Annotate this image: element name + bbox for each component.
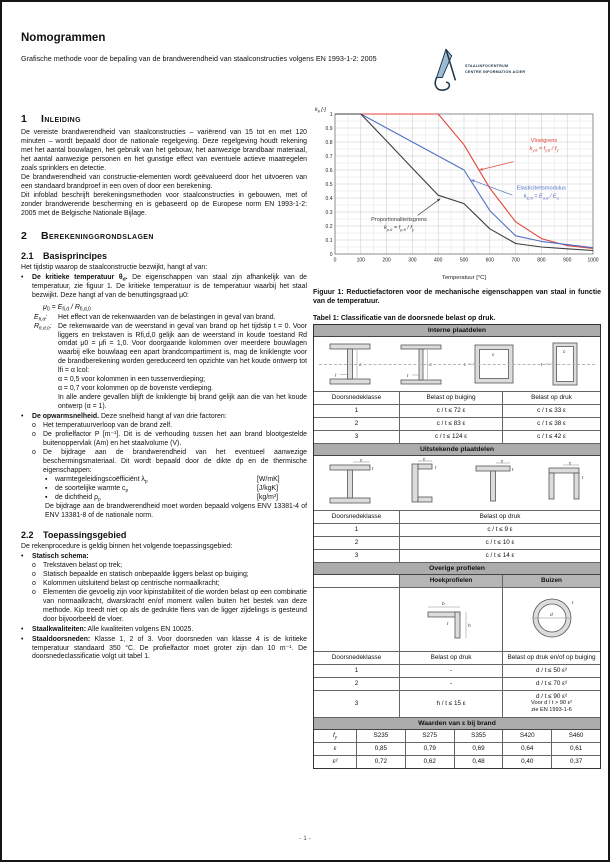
interne-diagrams-row [314,337,600,392]
intro-paragraph-2: De brandwerendheid van constructie-elementen wordt geëvalueerd door het uitvoeren van een standaard brandproef in een oven of door een berekening. [21,173,307,190]
left-column [21,102,307,662]
svg-text:c: c [563,349,566,355]
table-1 [313,324,601,769]
waarden-eps-row: ε 0,85 0,79 0,69 0,64 0,61 [314,743,600,756]
section-2-1-heading: 2.1 Basisprincipes [21,250,108,261]
svg-text:Vloeigrens: Vloeigrens [530,138,558,144]
svg-text:t: t [334,373,337,379]
band-waarden-epsilon: Waarden van ε bij brand [314,718,600,730]
svg-text:0.9: 0.9 [325,125,333,132]
definition-efid: $E_{fi,d}$: Het effect van de rekenwaarden van de belastingen in geval van brand. [34,313,276,323]
svg-text:0: 0 [333,257,337,264]
bullet-statisch-schema: • Statisch schema: [21,552,89,560]
svg-text:900: 900 [563,257,572,264]
sub-bullet-temperatuurverloop: o Het temperatuurverloop van de brand zelf. [32,422,173,430]
svg-text:100: 100 [356,257,365,264]
mu0-formula: $\mu_0 = E_{fi,d} / R_{fi,d,0}$ [43,303,91,313]
bullet-staalkwaliteiten: • Staalkwaliteiten: Alle kwaliteiten volgens EN 10025. [21,625,194,633]
channel-section-diagram [390,457,452,509]
section-2-2-heading: 2.2 Toepassingsgebied [21,529,127,540]
doc-title: Nomogrammen [21,32,106,44]
svg-text:kE,θ = Ea,θ / Ea: $k_{E,\theta} = E_{a,\theta} / E_a$ [523,193,559,201]
doc-subtitle: Grafische methode voor de bepaling van de brandwerendheid van staalconstructies volgens EN 1993-1-2: 2005 [21,54,377,63]
svg-text:kp,θ = fp,θ / fy: $k_{p,\theta} = f_{p,\theta} / f_y$ [383,225,414,232]
band-overige-profielen: Overige profielen [314,563,600,575]
svg-text:700: 700 [511,257,520,264]
overige-row-1: 1 - d / t ≤ 50 ε² [314,665,600,678]
svg-text:0.6: 0.6 [325,167,333,174]
svg-text:0.4: 0.4 [325,195,333,202]
svg-text:d: d [549,613,553,619]
sub-bullet-profielfactor: o De profielfactor P [m⁻¹]. Dit is de verhouding tussen het aan brand blootgestelde buitenoppervlak (Am) en het staalvolume (V). [32,431,307,448]
sub-bullet-bescherming: o De bijdrage aan de brandwerendheid van het eventueel aanwezige beschermingsmateriaal. Dit wordt bepaald door de dikte dp en de thermische eigenschappen: [32,449,307,475]
i-section-flange-diagram [319,457,381,509]
svg-text:c: c [491,352,495,358]
svg-text:400: 400 [434,257,443,264]
svg-text:1000: 1000 [587,257,599,264]
svg-text:t: t [541,362,543,368]
svg-text:600: 600 [485,257,494,264]
uitstekende-row-2: 2 c / t ≤ 10 ε [314,537,600,550]
logo-line1: STAALINFOCENTRUM [465,64,509,69]
bijdrage-closing: De bijdrage aan de brandwerendheid moet worden bepaald volgens ENV 13381-4 of ENV 13381-8 of de nationale norm. [45,502,307,519]
rhs-section-diagram [533,338,595,390]
svg-text:0.3: 0.3 [325,209,333,216]
waarden-grades-row: $f_y$ S235 S275 S355 S420 S460 [314,730,600,743]
bullet-opwarmsnelheid: • De opwarmsnelheid. Deze snelheid hangt af van drie factoren: [21,413,227,421]
interne-header-row: Doorsnedeklasse Belast op buiging Belast op druk [314,392,600,405]
svg-text:t: t [407,373,409,379]
svg-text:500: 500 [459,257,469,264]
svg-text:0.7: 0.7 [325,153,333,160]
alpha-line-2: α = 0,7 voor kolommen op de bovenste verdieping. [58,385,214,393]
band-interne-plaatdelen: Interne plaatdelen [314,325,600,337]
prop-dichtheid: ▪ de dichtheid $\rho_p$ [kg/m³] [45,493,279,503]
welded-i-section-diagram [390,338,452,390]
svg-text:0: 0 [329,251,333,258]
svg-text:0.5: 0.5 [325,181,333,188]
sub-bullet-trekstaven: o Trekstaven belast op trek; [32,561,123,569]
figure-1-chart [313,104,601,284]
svg-text:t: t [463,362,466,368]
t-section-diagram [462,457,524,509]
svg-text:t: t [371,466,374,472]
svg-text:b: b [442,602,445,608]
interne-row-3: 3 c / t ≤ 124 ε c / t ≤ 42 ε [314,431,600,444]
svg-text:800: 800 [537,257,546,264]
overige-diagrams-row [314,588,600,652]
section-2-heading: 2 Berekeninggrondslagen [21,229,154,242]
alpha-line-1: α = 0,5 voor kolommen in een tussenverdieping; [58,376,206,384]
svg-text:c: c [500,459,504,465]
uitstekende-header-row: Doorsnedeklasse Belast op druk [314,511,600,524]
sub-bullet-elementen: o Elementen die gevoelig zijn voor kipinstabiliteit of die worden belast op een combinatie van normaalkracht, dwarskracht en/of moment vallen buiten het bestek van deze methode. Kip treedt niet op als de gedrukte flens van de ligger zijdelings is gesteund door bijvoorbeeld de vloer. [32,588,307,623]
right-column [313,104,601,769]
svg-text:c: c [429,362,433,368]
svg-text:c: c [423,457,426,463]
overige-subheader-row: Hoekprofielen Buizen [314,575,600,588]
staalinfocentrum-logo [430,46,525,94]
svg-text:ky,θ = fy,θ / fy: $k_{y,\theta} = f_{y,\theta} / f_y$ [529,146,559,153]
svg-text:Elasticiteitsmodulus: Elasticiteitsmodulus [516,185,566,192]
svg-text:kθ [-]: $k_\theta$ [-] [315,107,326,114]
logo-line2: CENTRE INFORMATION ACIER [465,70,526,74]
box-section-diagram [462,338,524,390]
page-header [21,32,421,64]
bullet-staaldoorsneden: • Staaldoorsneden: Klasse 1, 2 of 3. Voor doorsneden van klasse 4 is de kritieke temperatuur standaard 350 °C. De profielfactor moet groter zijn dan 10 m⁻¹. De doorsnedeclassificatie volgt uit tabel 1. [21,635,307,661]
alpha-line-3: In alle andere gevallen blijft de kniklengte bij brand gelijk aan die van het koude ontwerp (α = 1). [58,394,307,411]
svg-text:t: t [435,465,437,471]
toepassing-lead: De rekenprocedure is geldig binnen het volgende toepassingsgebied: [21,542,233,550]
svg-text:Proportionaliteitsgrens: Proportionaliteitsgrens [371,217,427,224]
interne-row-1: 1 c / t ≤ 72 ε c / t ≤ 33 ε [314,405,600,418]
svg-text:1: 1 [329,111,333,118]
svg-text:200: 200 [382,257,391,264]
rolled-i-section-diagram [319,338,381,390]
bullet-kritieke-temperatuur: • De kritieke temperatuur $\theta_d$. De eigenschappen van staal zijn afhankelijk van de temperatuur, zie figuur 1. De kritieke temperatuur is de temperatuur waarbij het staal bezwijkt. Deze hangt af van de benuttingsgraad μ0: [21,273,307,299]
svg-text:300: 300 [408,257,417,264]
uitstekende-row-1: 1 c / t ≤ 9 ε [314,524,600,537]
angle-section-diagram [419,590,483,648]
staalinfocentrum-logo-icon [430,46,462,94]
figure-1-caption: Figuur 1: Reductiefactoren voor de mechanische eigenschappen van staal in functie van de temperatuur. [313,289,601,306]
svg-text:t: t [511,467,514,473]
svg-text:0.1: 0.1 [325,237,333,244]
sub-bullet-kolommen: o Kolommen uitsluitend belast op centrische normaalkracht; [32,579,220,587]
svg-text:t: t [571,601,573,607]
intro-paragraph-1: De vereiste brandwerendheid van staalconstructies – variërend van 15 tot en met 120 minuten – wordt bepaald door de nationale regelgeving. Deze regelgeving houdt rekening met het aantal bouwlagen, het gebruik van het gebouw, het aanwezige brandbaar materiaal, het aantal aanwezige personen en het gunstige effect van eventuele actieve maatregelen zoals sprinklers en detectie. [21,129,307,172]
prop-soortelijke-warmte: ▪ de soortelijke warmte $c_p$ [J/kgK] [45,484,279,494]
uitstekende-diagrams-row [314,456,600,511]
svg-text:t: t [447,622,449,628]
uitstekende-row-3: 3 c / t ≤ 14 ε [314,550,600,563]
svg-text:c: c [358,362,362,368]
table-1-title: Tabel 1: Classificatie van de doorsnede belast op druk. [313,314,496,322]
overige-row-3: 3 h / t ≤ 15 ε d / t ≤ 90 ε² Voor d / t > 90 ε² zie EN 1993-1-6 [314,691,600,718]
overige-row-2: 2 - d / t ≤ 70 ε² [314,678,600,691]
logo-text [465,64,525,75]
svg-text:0.2: 0.2 [325,223,333,230]
section-1-heading: 1 Inleiding [21,113,81,125]
interne-row-2: 2 c / t ≤ 83 ε c / t ≤ 38 ε [314,418,600,431]
waarden-eps2-row: ε² 0,72 0,62 0,48 0,40 0,37 [314,756,600,768]
band-uitstekende-plaatdelen: Uitstekende plaatdelen [314,444,600,456]
svg-text:c: c [569,461,572,467]
intro-paragraph-3: Dit infoblad beschrijft berekeningsmethoden voor staalconstructies in gebouwen, met of zonder brandwerende bescherming en is gebaseerd op de Europese norm EN 1993-1-2: 2005 met de Belgische Nationale Bijlage. [21,191,307,217]
double-angle-diagram [533,457,595,509]
tube-section-diagram [520,590,584,648]
definition-rfid0: $R_{fi,d,0}$: De rekenwaarde van de weerstand in geval van brand op het tijdstip t = 0. Voor liggers en trekstaven is Rfi,d,0 gelijk aan de weerstand in koude toestand Rd omdat μ0 = μfi = 1,0. Voor doorgaande kolommen over meerdere bouwlagen waarbij elke bouwlaag een apart brandcompartiment is, mag de kniklengte voor de brandberekening worden gereduceerd ten opzichte van het koude ontwerp tot lfi = α lcol: [34,322,307,375]
svg-text:Temperatuur [°C]: Temperatuur [°C] [442,275,486,281]
page-number: - 1 - [299,835,311,842]
svg-text:0.8: 0.8 [325,139,333,146]
svg-text:c: c [359,458,363,464]
basisprincipes-lead: Het tijdstip waarop de staalconstructie bezwijkt, hangt af van: [21,263,208,271]
svg-text:t: t [582,475,584,481]
sub-bullet-liggers: o Statisch bepaalde en statisch onbepaalde liggers belast op buiging; [32,570,249,578]
prop-warmtegeleiding: ▪ warmtegeleidingscoëfficiënt $\lambda_p$ [W/mK] [45,476,280,485]
svg-text:h: h [468,624,471,630]
overige-header-row: Doorsnedeklasse Belast op druk Belast op druk en/of op buiging [314,652,600,665]
